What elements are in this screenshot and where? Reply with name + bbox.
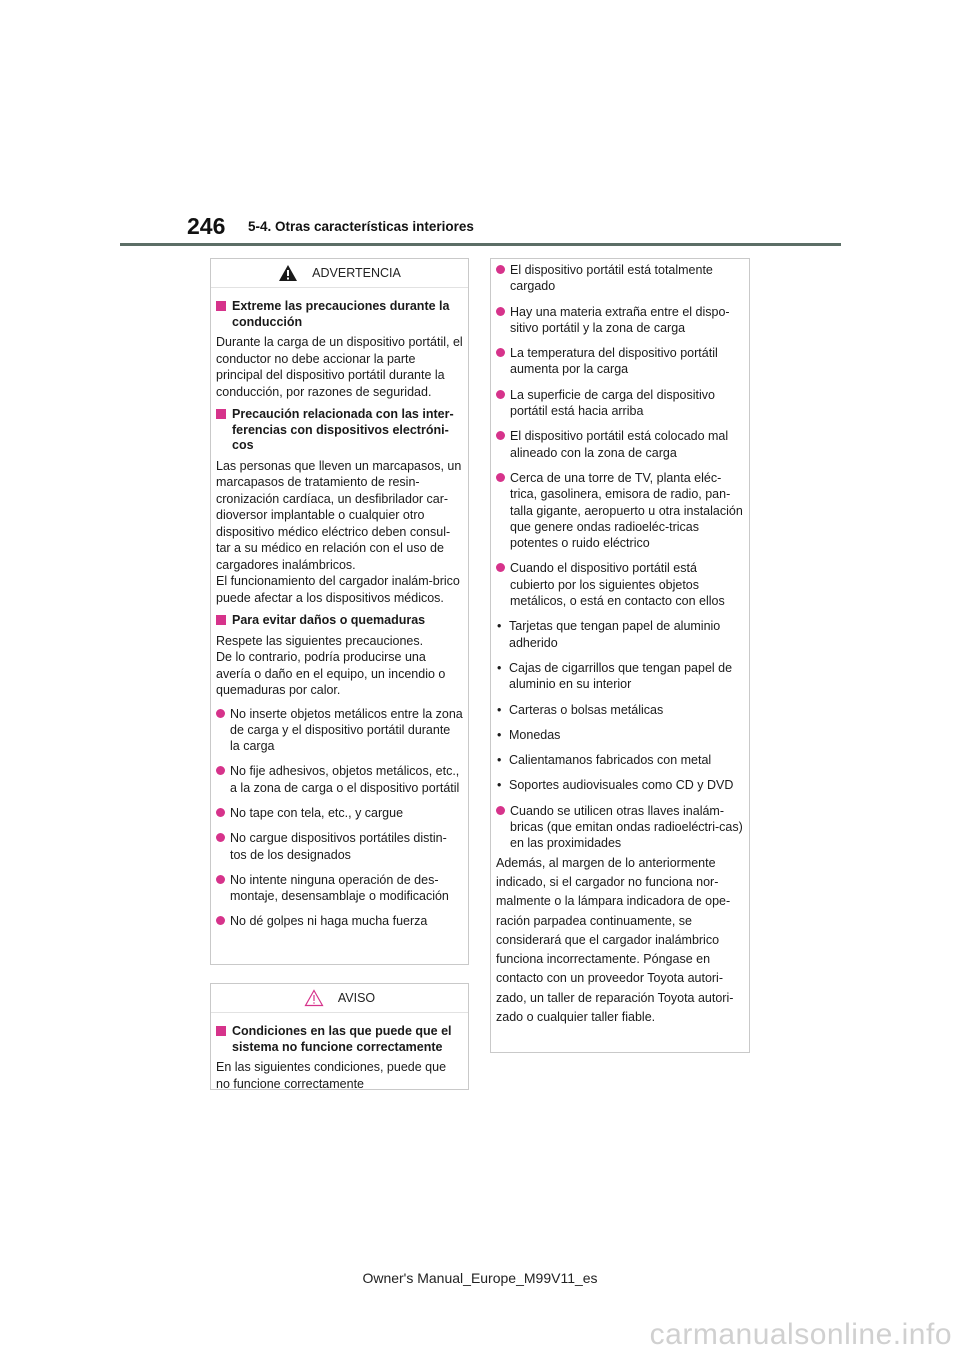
closing-line: indicado, si el cargador no funciona nor-: [496, 874, 719, 889]
warning-heading-1: Extreme las precauciones durante la conducción: [216, 299, 463, 330]
closing-line: ración parpadea continuamente, se: [496, 913, 692, 928]
caution-triangle-icon: [304, 989, 324, 1007]
warning-box: [210, 258, 469, 965]
dash-item: • Calientamanos fabricados con metal: [497, 753, 712, 768]
warning-triangle-icon: [278, 264, 298, 282]
list-item: La superficie de carga del dispositivo portátil está hacia arriba: [496, 387, 744, 420]
dash-item: • Tarjetas que tengan papel de aluminio adherido: [497, 619, 721, 650]
list-item: No intente ninguna operación de des-montaje, desensamblaje o modificación: [216, 872, 463, 905]
conditions-box: [490, 258, 750, 1053]
closing-line: zado o cualquier taller fiable.: [496, 1009, 656, 1024]
warning-heading-2: Precaución relacionada con las inter-ferencias con dispositivos electróni-cos: [216, 407, 463, 454]
footer-text: Owner's Manual_Europe_M99V11_es: [362, 1270, 598, 1286]
dash-item: • Carteras o bolsas metálicas: [497, 702, 664, 717]
warning-paragraph: De lo contrario, podría producirse una avería o daño en el equipo, un incendio o quemaduras por calor.: [216, 650, 446, 697]
warning-box-title: [211, 259, 468, 288]
warning-heading-3: Para evitar daños o quemaduras: [216, 613, 463, 629]
closing-line: Además, al margen de lo anteriormente: [496, 855, 716, 870]
notice-box-title: [211, 984, 468, 1013]
warning-paragraph: El funcionamiento del cargador inalám-brico puede afectar a los dispositivos médicos.: [216, 574, 460, 605]
notice-paragraph: En las siguientes condiciones, puede que no funcione correctamente: [216, 1060, 447, 1091]
warning-title-text: ADVERTENCIA: [312, 266, 401, 280]
list-item: El dispositivo portátil está totalmente cargado: [496, 262, 744, 295]
closing-line: considerará que el cargador inalámbrico: [496, 932, 720, 947]
warning-paragraph: Respete las siguientes precauciones.: [216, 633, 424, 648]
header-rule: [120, 243, 841, 246]
list-item: No cargue dispositivos portátiles distin-tos de los designados: [216, 830, 463, 863]
dash-item: • Monedas: [497, 727, 561, 742]
list-item: Cerca de una torre de TV, planta eléc-trica, gasolinera, emisora de radio, pan-talla gigante, aeropuerto u otra instalación que genere ondas radioeléc-tricas potentes o ruido eléctrico: [496, 470, 744, 551]
list-item: La temperatura del dispositivo portátil aumenta por la carga: [496, 345, 744, 378]
list-item: Hay una materia extraña entre el dispo-sitivo portátil y la zona de carga: [496, 304, 744, 337]
closing-line: funciona incorrectamente. Póngase en: [496, 952, 711, 967]
list-item: El dispositivo portátil está colocado mal alineado con la zona de carga: [496, 428, 744, 461]
closing-line: zado, un taller de reparación Toyota autori-: [496, 990, 734, 1005]
list-item: No tape con tela, etc., y cargue: [216, 805, 463, 821]
list-item: Cuando el dispositivo portátil está cubierto por los siguientes objetos metálicos, o está en contacto con ellos: [496, 560, 744, 609]
list-item: No dé golpes ni haga mucha fuerza: [216, 913, 463, 929]
warning-paragraph: Durante la carga de un dispositivo portátil, el conductor no debe accionar la parte principal del dispositivo portátil durante la conducción, por razones de seguridad.: [216, 335, 463, 399]
notice-box: [210, 983, 469, 1090]
dash-item: • Soportes audiovisuales como CD y DVD: [497, 778, 734, 793]
page-number: 246: [187, 213, 226, 239]
list-item: Cuando se utilicen otras llaves inalám-bricas (que emitan ondas radioeléctri-cas) en las proximidades: [496, 803, 744, 852]
warning-paragraph: Las personas que lleven un marcapasos, un marcapasos de tratamiento de resin-cronización cardíaca, un desfibrilador car-dioversor implantable o cualquier otro dispositivo médico eléctrico deben consul-tar a su médico en relación con el uso de cargadores inalámbricos.: [216, 458, 462, 572]
notice-heading: Condiciones en las que puede que el sistema no funcione correctamente: [216, 1024, 463, 1055]
closing-line: contacto con un proveedor Toyota autori-: [496, 971, 723, 986]
notice-title-text: AVISO: [337, 991, 376, 1005]
list-item: No inserte objetos metálicos entre la zona de carga y el dispositivo portátil durante la carga: [216, 706, 463, 755]
list-item: No fije adhesivos, objetos metálicos, etc., a la zona de carga o el dispositivo portátil: [216, 763, 463, 796]
closing-line: malmente o la lámpara indicadora de ope-: [496, 894, 731, 909]
dash-item: • Cajas de cigarrillos que tengan papel de aluminio en su interior: [497, 660, 733, 692]
watermark: carmanualsonline.info: [649, 1318, 952, 1351]
section-title: 5-4. Otras características interiores: [248, 219, 474, 234]
